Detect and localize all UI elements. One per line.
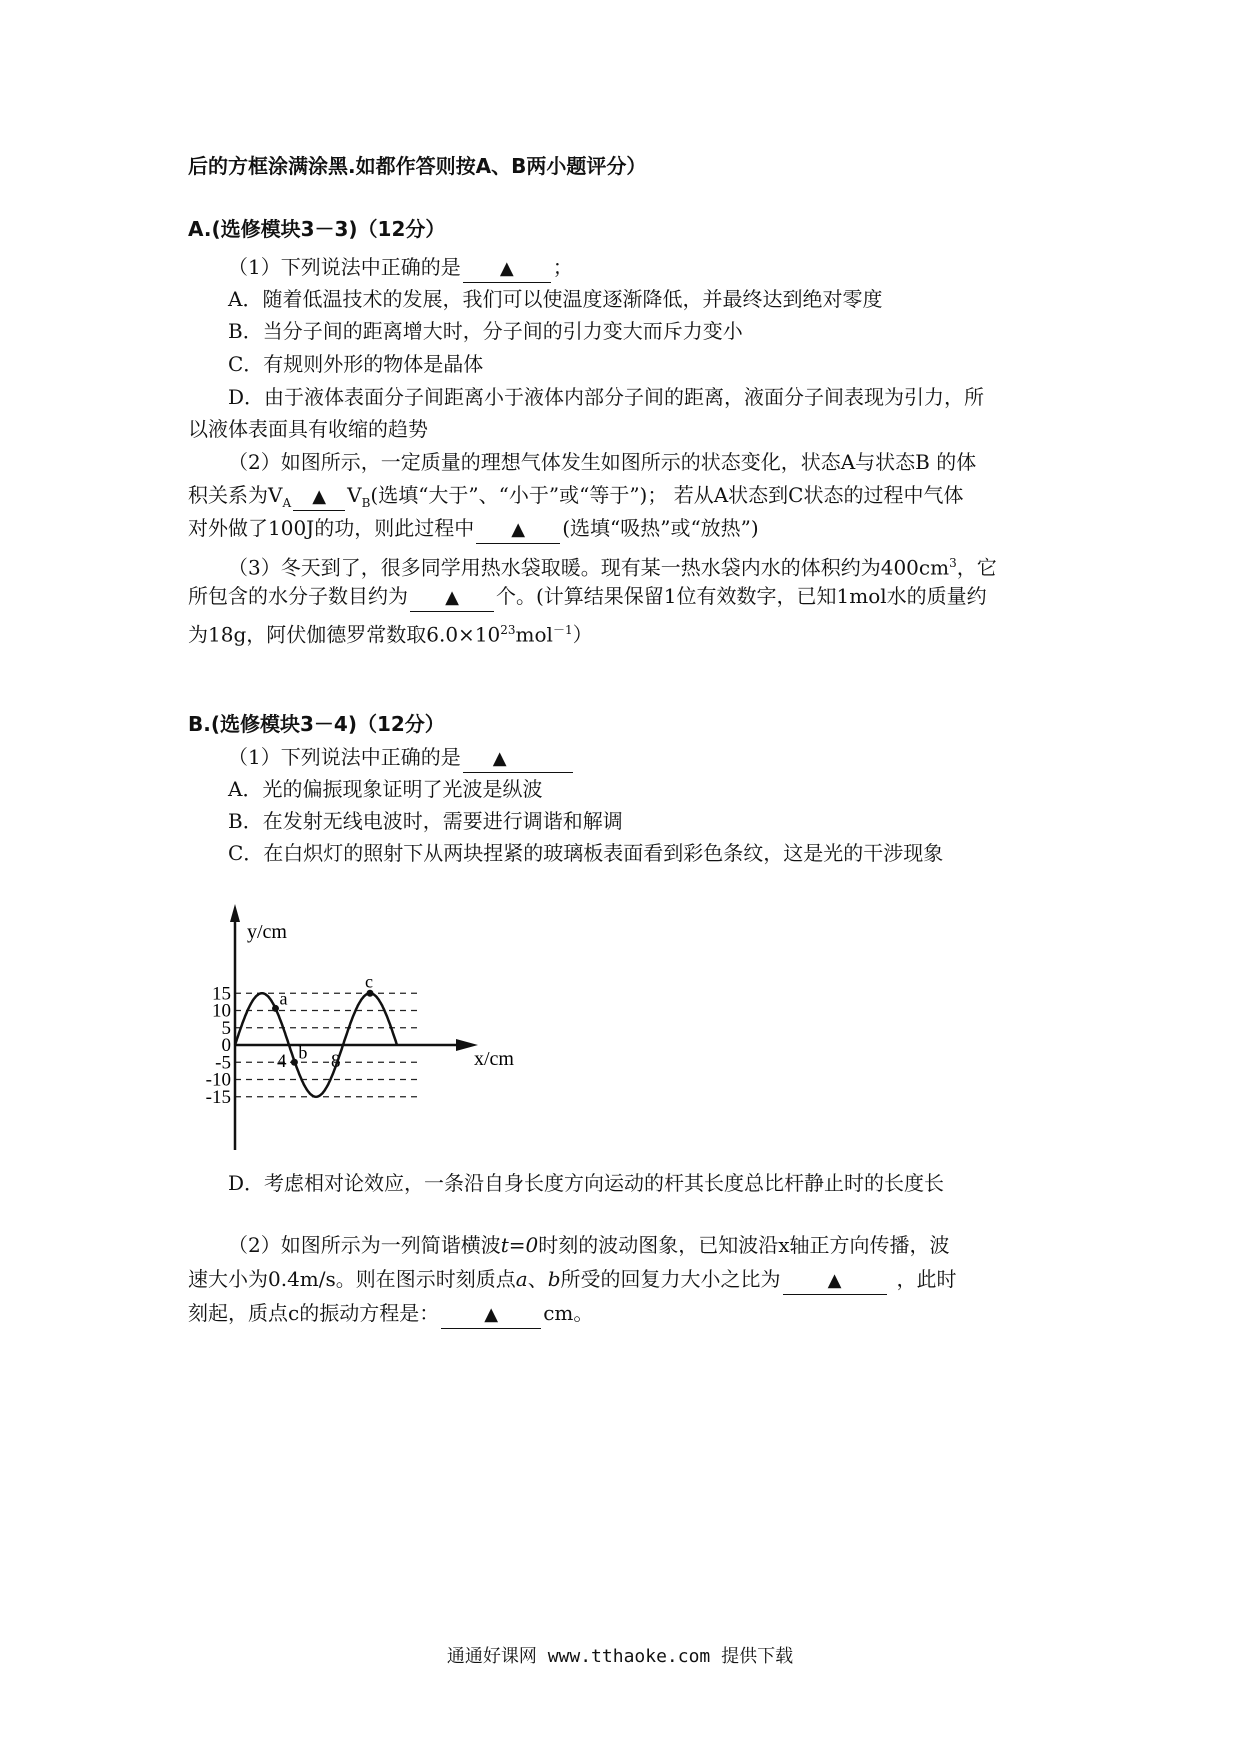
- section-a-heading: A.(选修模块3－3)（12分）: [188, 217, 446, 241]
- answer-blank[interactable]: [783, 1266, 887, 1295]
- y-tick-label: -15: [205, 1086, 231, 1108]
- italic-text: a: [515, 1267, 528, 1291]
- text: （2）如图所示为一列简谐横波: [228, 1233, 501, 1257]
- section-b-q1: [228, 744, 575, 773]
- section-a-option-b: B．当分子间的距离增大时，分子间的引力变大而斥力变小: [228, 319, 743, 343]
- text: V: [347, 483, 362, 507]
- superscript: 23: [500, 623, 516, 637]
- section-b-q2-line1: [228, 1232, 950, 1258]
- superscript: －1: [552, 623, 573, 637]
- section-b-option-a: A．光的偏振现象证明了光波是纵波: [228, 777, 543, 801]
- text: (选填“吸热”或“放热”): [562, 516, 759, 540]
- answer-blank[interactable]: [410, 583, 494, 612]
- point-a: [272, 1005, 279, 1012]
- y-axis-label: y/cm: [247, 921, 287, 943]
- section-b-option-d: D．考虑相对论效应，一条沿自身长度方向运动的杆其长度总比杆静止时的长度长: [228, 1171, 945, 1195]
- section-a-q3-line2: [188, 583, 987, 612]
- text: ）: [572, 622, 593, 647]
- y-axis-arrow: [230, 904, 240, 922]
- y-tick-label: 15: [212, 983, 231, 1005]
- triangle-icon: ▲: [484, 1304, 499, 1325]
- q1-prompt: （1）下列说法中正确的是: [228, 255, 461, 279]
- section-a-option-a: A．随着低温技术的发展，我们可以使温度逐渐降低，并最终达到绝对零度: [228, 287, 883, 311]
- italic-text: t=0: [500, 1233, 539, 1257]
- q1-suffix: ；: [552, 255, 573, 279]
- text: 为18g，阿伏伽德罗常数取6.0×10: [188, 622, 501, 647]
- section-a-q1: [228, 254, 573, 283]
- text: 对外做了100J的功，则此过程中: [188, 516, 475, 540]
- subscript: B: [361, 496, 371, 510]
- section-a-q2-line1: （2）如图所示，一定质量的理想气体发生如图所示的状态变化，状态A与状态B 的体: [228, 450, 977, 474]
- section-b-option-c: C．在白炽灯的照射下从两块捏紧的玻璃板表面看到彩色条纹，这是光的干涉现象: [228, 841, 944, 865]
- text: cm。: [543, 1301, 594, 1325]
- x-tick-label: 8: [331, 1051, 341, 1072]
- triangle-icon: ▲: [511, 519, 526, 540]
- wave-graph: [190, 900, 530, 1160]
- text: 所包含的水分子数目约为: [188, 584, 408, 608]
- section-b-q2-line3: [188, 1300, 593, 1329]
- section-a-q2-line2: [188, 482, 963, 516]
- point-label-c: c: [365, 971, 373, 992]
- text: （3）冬天到了，很多同学用热水袋取暖。现有某一热水袋内水的体积约为400cm: [228, 555, 950, 580]
- point-label-b: b: [298, 1042, 308, 1063]
- point-b: [291, 1059, 298, 1066]
- answer-blank[interactable]: [463, 254, 551, 283]
- section-a-q3-line1: [228, 550, 997, 581]
- text: ，它: [956, 555, 997, 580]
- point-label-a: a: [279, 988, 288, 1009]
- text: (选填“大于”、“小于”或“等于”)； 若从A状态到C状态的过程中气体: [370, 483, 964, 507]
- text: 时刻的波动图象，已知波沿x轴正方向传播，波: [538, 1233, 950, 1257]
- section-b-q2-line2: [188, 1266, 957, 1295]
- triangle-icon: ▲: [827, 1270, 842, 1291]
- section-b-heading: B.(选修模块3－4)（12分）: [188, 712, 445, 736]
- y-tick-label: 0: [221, 1035, 231, 1056]
- section-a-option-d-line2: 以液体表面具有收缩的趋势: [188, 417, 428, 441]
- intro-text: 后的方框涂满涂黑.如都作答则按A、B两小题评分）: [188, 154, 647, 178]
- triangle-icon: ▲: [499, 258, 514, 279]
- y-tick-label: -5: [215, 1052, 231, 1074]
- section-a-option-c: C．有规则外形的物体是晶体: [228, 352, 484, 376]
- triangle-icon: ▲: [312, 486, 327, 507]
- text: 刻起，质点c的振动方程是：: [188, 1301, 440, 1325]
- italic-text: b: [547, 1267, 561, 1291]
- superscript: 3: [949, 556, 957, 570]
- text: mol: [515, 622, 553, 647]
- answer-blank[interactable]: [463, 744, 573, 773]
- x-axis-label: x/cm: [474, 1048, 514, 1070]
- section-a-q2-line3: [188, 515, 759, 544]
- subscript: A: [282, 496, 292, 510]
- answer-blank[interactable]: [476, 515, 560, 544]
- answer-blank[interactable]: [441, 1300, 541, 1329]
- page-footer: 通通好课网 www.tthaoke.com 提供下载: [446, 1646, 794, 1667]
- text: ，此时: [896, 1267, 957, 1291]
- y-tick-label: 5: [221, 1017, 231, 1039]
- answer-blank[interactable]: [293, 482, 345, 511]
- x-tick-label: 4: [277, 1051, 287, 1072]
- triangle-icon: ▲: [445, 587, 459, 608]
- text: 、: [527, 1267, 548, 1291]
- text: 积关系为V: [188, 483, 283, 507]
- section-b-option-b: B．在发射无线电波时，需要进行调谐和解调: [228, 809, 623, 833]
- q1-prompt: （1）下列说法中正确的是: [228, 745, 461, 769]
- text: 个。(计算结果保留1位有效数字，已知1mol水的质量约: [496, 584, 987, 608]
- section-a-option-d-line1: D．由于液体表面分子间距离小于液体内部分子间的距离，液面分子间表现为引力，所: [228, 385, 985, 409]
- triangle-icon: ▲: [492, 748, 507, 769]
- y-tick-label: -10: [205, 1069, 231, 1091]
- section-a-q3-line3: [188, 617, 593, 648]
- text: 所受的回复力大小之比为: [560, 1267, 781, 1291]
- y-tick-label: 10: [212, 1000, 231, 1022]
- text: 速大小为0.4m/s。则在图示时刻质点: [188, 1267, 516, 1291]
